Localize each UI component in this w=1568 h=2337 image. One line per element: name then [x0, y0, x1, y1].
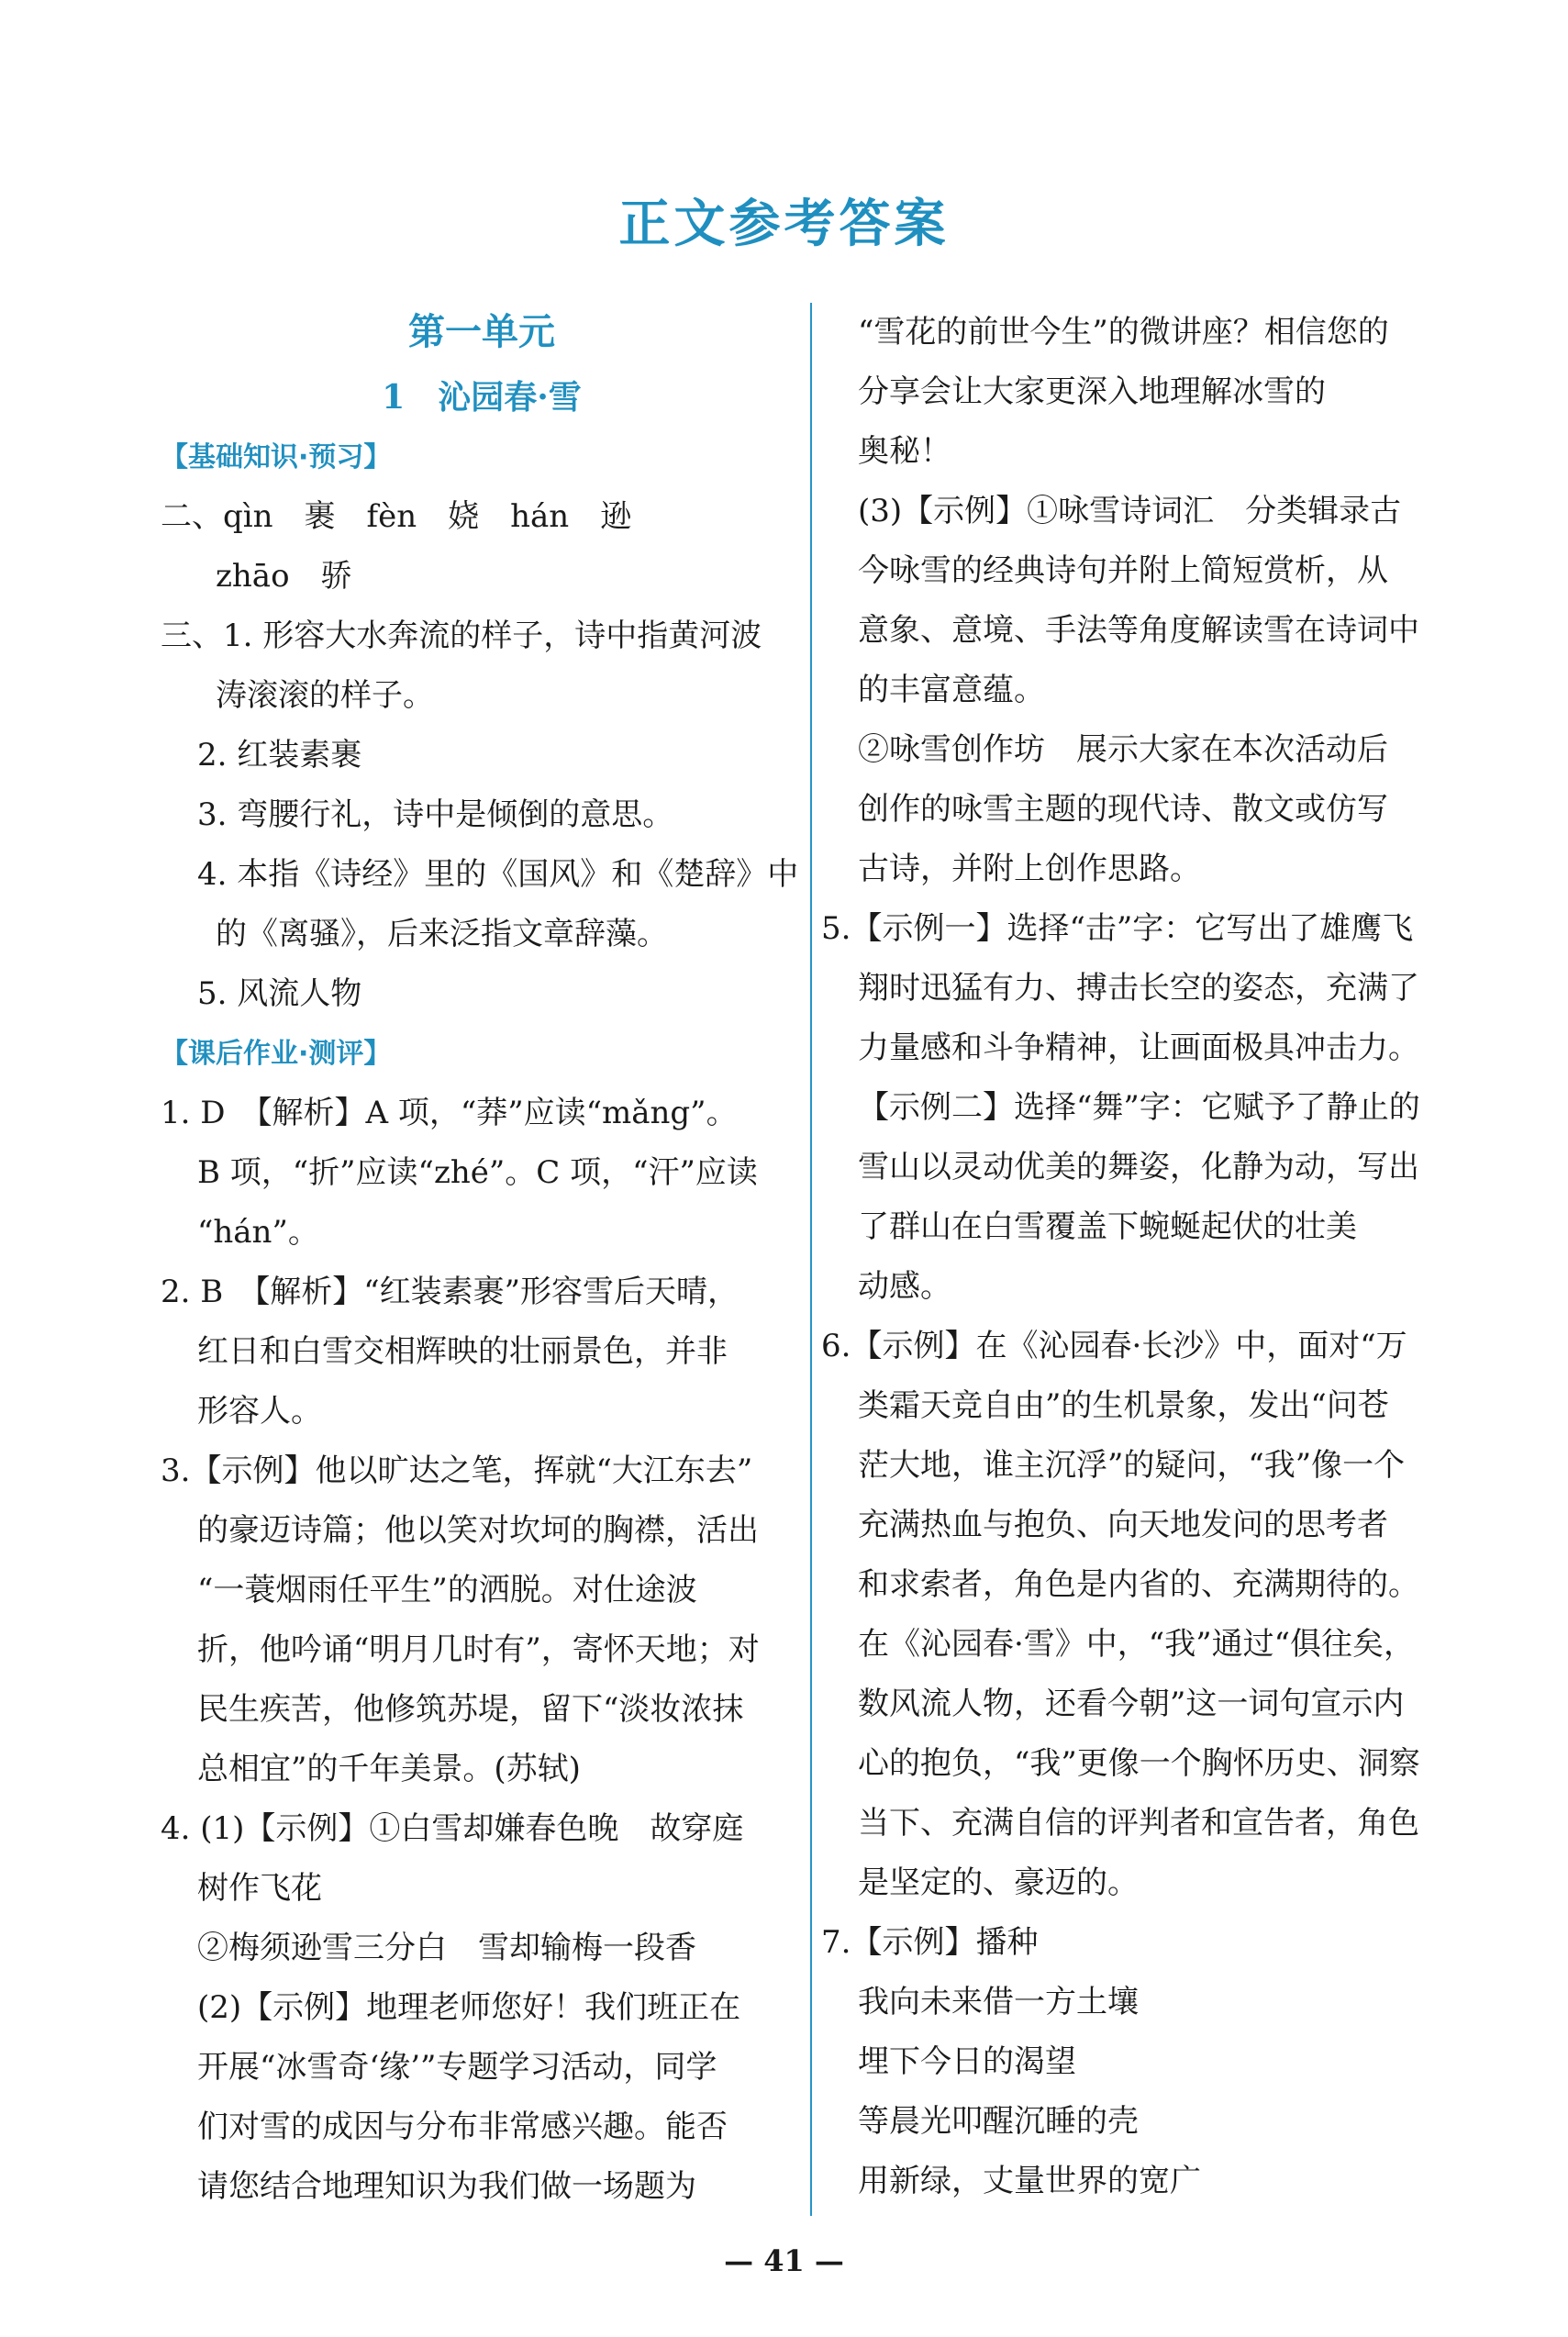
- answer-line: 数风流人物，还看今朝”这一词句宣示内: [858, 1686, 1405, 1722]
- page-number: — 41 —: [724, 2243, 844, 2278]
- answer-line: B 项，“折”应读“zhé”。C 项，“汗”应读: [197, 1154, 758, 1191]
- answer-line: “雪花的前世今生”的微讲座？相信您的: [858, 314, 1389, 351]
- answer-line: 今咏雪的经典诗句并附上简短赏析，从: [858, 552, 1388, 589]
- answer-line: 们对雪的成因与分布非常感兴趣。能否: [197, 2109, 728, 2145]
- section-label-homework: 【课后作业·测评】: [161, 1038, 392, 1070]
- answer-line: 5. 风流人物: [197, 975, 362, 1012]
- answer-line: 力量感和斗争精神，让画面极具冲击力。: [858, 1029, 1419, 1066]
- answer-line: ②咏雪创作坊 展示大家在本次活动后: [858, 731, 1388, 768]
- poem-line: 我向未来借一方土壤: [858, 1984, 1139, 2020]
- right-column: [821, 303, 1463, 2211]
- answer-line: ②梅须逊雪三分白 雪却输梅一段香: [197, 1930, 696, 1966]
- answer-line: (2)【示例】地理老师您好！我们班正在: [197, 1989, 741, 2026]
- answer-line: 6.【示例】在《沁园春·长沙》中，面对“万: [821, 1328, 1407, 1364]
- column-divider: [810, 303, 812, 2216]
- answer-line: 开展“冰雪奇‘缘’”专题学习活动，同学: [197, 2049, 717, 2086]
- poem-line: 用新绿，丈量世界的宽广: [858, 2163, 1201, 2199]
- answer-line: 【示例二】选择“舞”字：它赋予了静止的: [858, 1089, 1420, 1126]
- answer-line: 古诗，并附上创作思路。: [858, 851, 1201, 887]
- answer-line: 涛滚滚的样子。: [216, 677, 434, 714]
- answer-line: 的豪迈诗篇；他以笑对坎坷的胸襟，活出: [197, 1512, 759, 1549]
- answer-line: 二、qìn 裹 fèn 娆 hán 逊: [161, 498, 632, 535]
- left-column: [161, 303, 803, 2217]
- answer-line: 奥秘！: [858, 433, 951, 470]
- answer-line: 翔时迅猛有力、搏击长空的姿态，充满了: [858, 970, 1419, 1007]
- poem-line: 等晨光叩醒沉睡的壳: [858, 2103, 1139, 2140]
- poem-line: 埋下今日的渴望: [858, 2043, 1076, 2080]
- answer-line: 总相宜”的千年美景。(苏轼): [197, 1751, 581, 1787]
- section-label-preview: 【基础知识·预习】: [161, 441, 392, 473]
- answer-line: 茫大地，谁主沉浮”的疑问，“我”像一个: [858, 1447, 1406, 1484]
- answer-line: 类霜天竞自由”的生机景象，发出“问苍: [858, 1387, 1389, 1424]
- answer-line: 树作飞花: [197, 1870, 322, 1907]
- answer-line: 三、1. 形容大水奔流的样子，诗中指黄河波: [161, 618, 762, 654]
- answer-line: 5.【示例一】选择“击”字：它写出了雄鹰飞: [821, 910, 1414, 947]
- answer-line: “hán”。: [197, 1214, 319, 1251]
- answer-line: 2. 红装素裹: [197, 737, 362, 773]
- answer-line: 3. 弯腰行礼，诗中是倾倒的意思。: [197, 796, 674, 833]
- answer-line: zhāo 骄: [216, 558, 352, 595]
- answer-line: 4. (1)【示例】①白雪却嫌春色晚 故穿庭: [161, 1810, 744, 1847]
- answer-line: 2. B 【解析】“红装素裹”形容雪后天晴，: [161, 1274, 739, 1310]
- answer-line: 当下、充满自信的评判者和宣告者，角色: [858, 1805, 1419, 1842]
- answer-line: 的丰富意蕴。: [858, 672, 1045, 708]
- answer-line: 红日和白雪交相辉映的壮丽景色，并非: [197, 1333, 728, 1370]
- answer-line: 民生疾苦，他修筑苏堤，留下“淡妆浓抹: [197, 1691, 744, 1728]
- answer-line: 创作的咏雪主题的现代诗、散文或仿写: [858, 791, 1388, 828]
- unit-title: 第一单元: [408, 311, 555, 353]
- answer-line: 分享会让大家更深入地理解冰雪的: [858, 373, 1326, 410]
- answer-line: 动感。: [858, 1268, 951, 1305]
- answer-line: “一蓑烟雨任平生”的洒脱。对仕途波: [197, 1572, 697, 1608]
- answer-line: (3)【示例】①咏雪诗词汇 分类辑录古: [858, 493, 1402, 529]
- answer-line: 心的抱负，“我”更像一个胸怀历史、洞察: [858, 1745, 1420, 1782]
- answer-line: 3.【示例】他以旷达之笔，挥就“大江东去”: [161, 1452, 753, 1489]
- answer-line: 请您结合地理知识为我们做一场题为: [197, 2168, 696, 2205]
- answer-line: 4. 本指《诗经》里的《国风》和《楚辞》中: [197, 856, 799, 893]
- lesson-title: 1 沁园春·雪: [382, 378, 582, 417]
- answer-line: 雪山以灵动优美的舞姿，化静为动，写出: [858, 1149, 1419, 1185]
- page-title: 正文参考答案: [618, 195, 950, 254]
- answer-line: 和求索者，角色是内省的、充满期待的。: [858, 1566, 1419, 1603]
- answer-line: 折，他吟诵“明月几时有”，寄怀天地；对: [197, 1631, 760, 1668]
- answer-line: 是坚定的、豪迈的。: [858, 1864, 1139, 1901]
- answer-line: 1. D 【解析】A 项，“莽”应读“mǎng”。: [161, 1095, 738, 1131]
- answer-line: 的《离骚》，后来泛指文章辞藻。: [216, 916, 668, 952]
- answer-line: 在《沁园春·雪》中，“我”通过“俱往矣，: [858, 1626, 1415, 1663]
- answer-line: 7.【示例】播种: [821, 1924, 1039, 1961]
- answer-line: 了群山在白雪覆盖下蜿蜒起伏的壮美: [858, 1208, 1357, 1245]
- answer-line: 充满热血与抱负、向天地发问的思考者: [858, 1507, 1388, 1543]
- answer-line: 意象、意境、手法等角度解读雪在诗词中: [858, 612, 1419, 649]
- answer-line: 形容人。: [197, 1393, 322, 1430]
